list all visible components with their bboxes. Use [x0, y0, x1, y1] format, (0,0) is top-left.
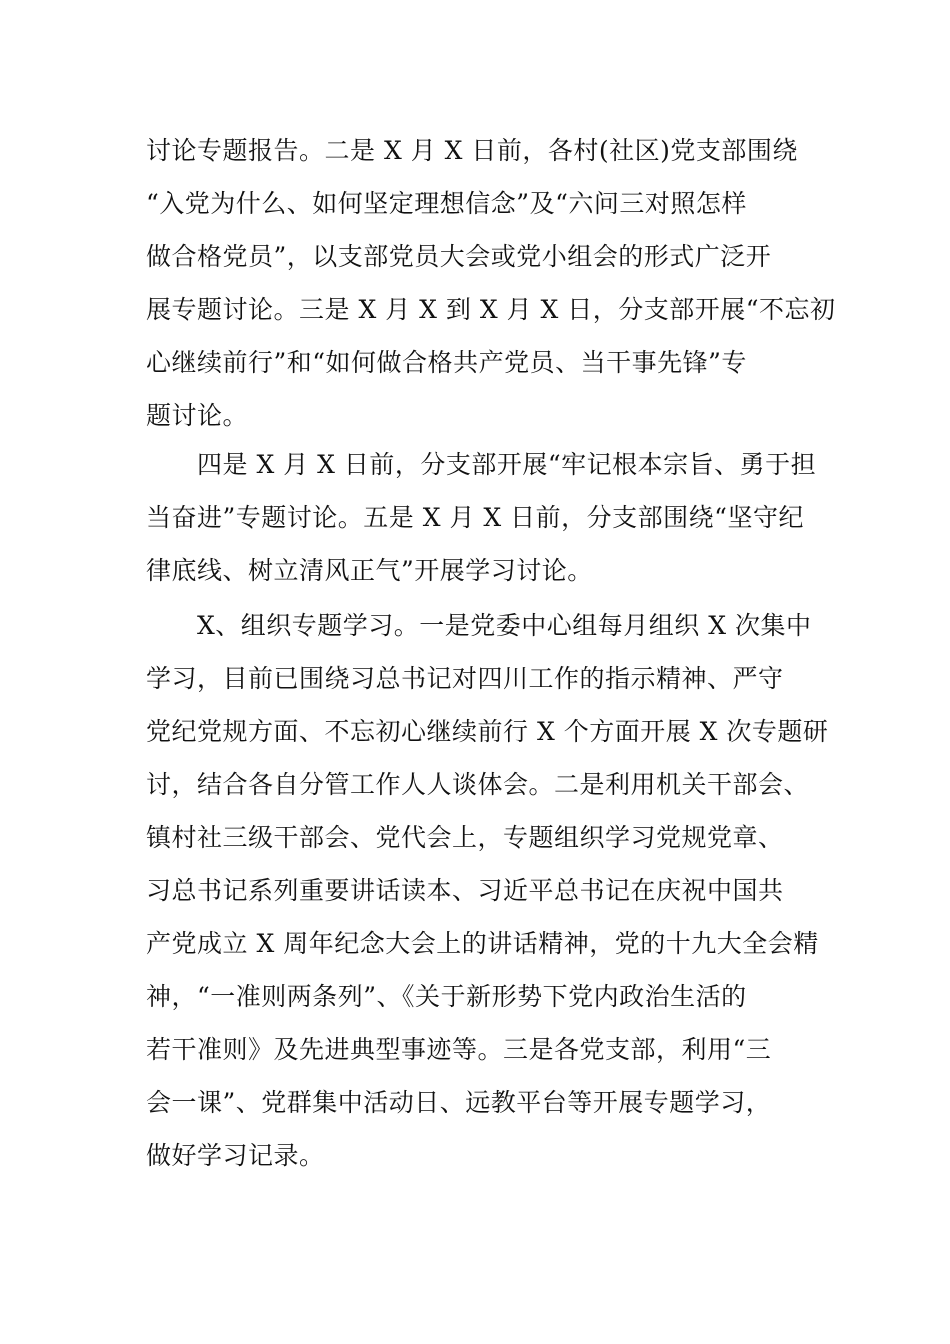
text-line: 做好学习记录。: [146, 1141, 325, 1170]
text-line: 心继续前行”和“如何做合格共产党员、当干事先锋”专: [146, 348, 747, 377]
text-line: X、组织专题学习。一是党委中心组每月组织 X 次集中: [146, 611, 812, 640]
text-line: 讨论专题报告。二是 X 月 X 日前，各村(社区)党支部围绕: [146, 136, 798, 165]
paragraph-3: [146, 599, 829, 1182]
text-line: 党纪党规方面、不忘初心继续前行 X 个方面开展 X 次专题研: [146, 717, 829, 746]
text-line: 讨，结合各自分管工作人人谈体会。二是利用机关干部会、: [146, 770, 810, 799]
text-line: 神，“一准则两条列”、《关于新形势下党内政治生活的: [146, 982, 747, 1011]
text-line: 会一课”、党群集中活动日、远教平台等开展专题学习，: [146, 1088, 772, 1117]
text-line: 律底线、树立清风正气”开展学习讨论。: [146, 556, 593, 585]
text-line: 产党成立 X 周年纪念大会上的讲话精神，党的十九大全会精: [146, 929, 819, 958]
paragraph-1: [146, 124, 836, 442]
text-line: 习总书记系列重要讲话读本、习近平总书记在庆祝中国共: [146, 876, 784, 905]
text-line: 题讨论。: [146, 401, 249, 430]
text-line: “入党为什么、如何坚定理想信念”及“六问三对照怎样: [146, 189, 747, 218]
text-line: 当奋进”专题讨论。五是 X 月 X 日前，分支部围绕“坚守纪: [146, 503, 804, 532]
text-line: 四是 X 月 X 日前，分支部开展“牢记根本宗旨、勇于担: [146, 450, 817, 479]
text-line: 展专题讨论。三是 X 月 X 到 X 月 X 日，分支部开展“不忘初: [146, 295, 836, 324]
text-line: 镇村社三级干部会、党代会上，专题组织学习党规党章、: [146, 823, 784, 852]
paragraph-2: [146, 438, 816, 597]
text-line: 学习，目前已围绕习总书记对四川工作的指示精神、严守: [146, 664, 784, 693]
text-line: 若干准则》及先进典型事迹等。三是各党支部，利用“三: [146, 1035, 772, 1064]
text-line: 做合格党员”，以支部党员大会或党小组会的形式广泛开: [146, 242, 772, 271]
